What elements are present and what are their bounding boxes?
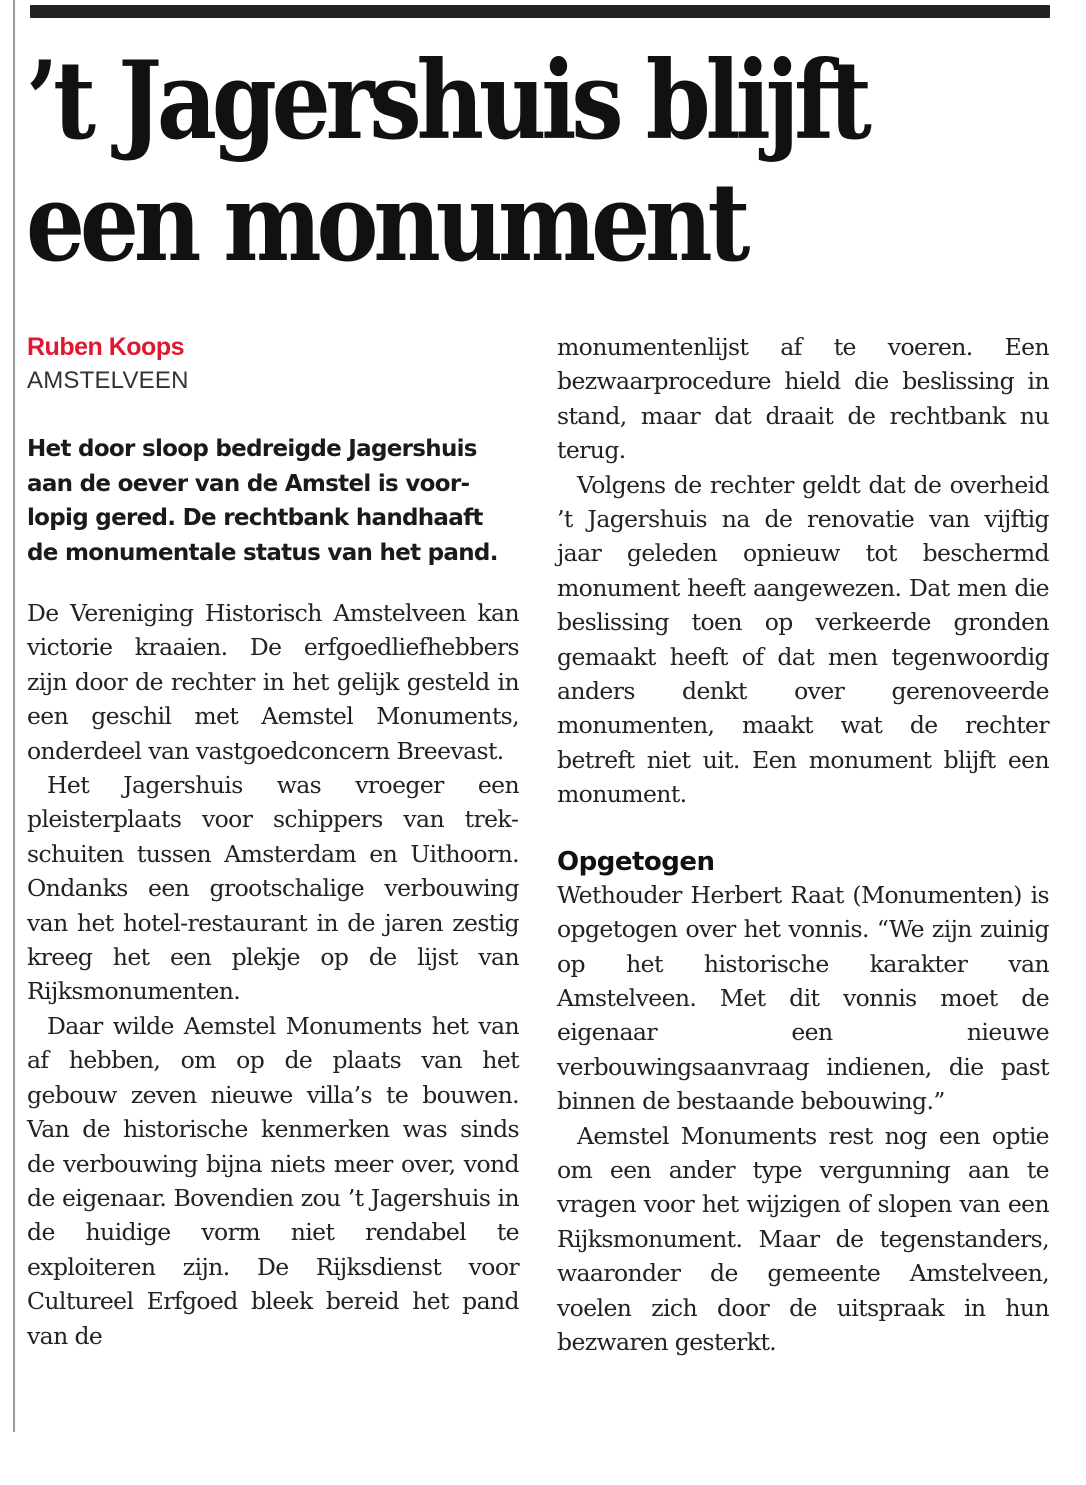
body-paragraph: monumentenlijst af te voeren. Een bezwaarprocedure hield die beslissing in stand, maar dat draait de rechtbank nu terug. <box>557 333 1049 465</box>
dateline: AMSTELVEEN <box>27 367 189 394</box>
body-paragraph: Het Jagershuis was vroeger een pleisterplaats voor schippers van trekschuiten tussen Amsterdam en Uithoorn. Ondanks een grootschalige verbouwing van het hotel-restaurant in de jaren zestig kreeg het een plekje op de lijst van Rijksmonumenten. <box>27 771 519 1006</box>
column-rule <box>13 0 15 1432</box>
right-column <box>557 330 1049 1359</box>
body-paragraph: Volgens de rechter geldt dat de overheid ’t Jagershuis na de renovatie van vijftig jaar geleden opnieuw tot beschermd monument heeft aangewezen. Dat men die beslissing toen op verkeerde gronden gemaakt heeft of dat men tegenwoordig anders denkt over gerenoveerde monumenten, maakt wat de rechter betreft niet uit. Een monument blijft een monument. <box>557 470 1049 809</box>
top-rule-bar <box>30 5 1050 18</box>
body-text-right <box>557 330 1049 1359</box>
subheading: Opgetogen <box>557 846 715 877</box>
headline: ’t Jagershuis blijft een monument <box>26 38 867 286</box>
body-paragraph: Daar wilde Aemstel Monuments het van af hebben, om op de plaats van het gebouw zeven nieuwe villa’s te bouwen. Van de historische kenmerken was sinds de verbouwing bijna niets meer over, vond de eigenaar. Bovendien zou ’t Jagershuis in de huidige vorm niet rendabel te exploiteren zijn. De Rijksdienst voor Cultureel Erfgoed bleek bereid het pand van de <box>27 1011 519 1350</box>
left-column <box>27 330 519 1353</box>
body-paragraph: Wethouder Herbert Raat (Monumenten) is opgetogen over het vonnis. “We zijn zuinig op het historische karakter van Amstelveen. Met dit vonnis moet de eigenaar een nieuwe verbouwingsaanvraag indienen, die past binnen de bestaande bebouwing.” <box>557 880 1049 1116</box>
body-paragraph: De Vereniging Historisch Amstelveen kan victorie kraaien. De erfgoedliefhebbers zijn door de rechter in het gelijk gesteld in een geschil met Aemstel Monuments, onderdeel van vastgoedconcern Breevast. <box>27 599 519 765</box>
byline-author: Ruben Koops <box>27 333 184 361</box>
body-paragraph: Aemstel Monuments rest nog een optie om een ander type vergunning aan te vragen voor het wijzigen of slopen van een Rijksmonument. Maar de tegenstanders, waaronder de gemeente Amstelveen, voelen zich door de uitspraak in hun bezwaren gesterkt. <box>557 1121 1049 1356</box>
body-text-left <box>27 596 519 1353</box>
intro-paragraph: Het door sloop bedreigde Jagershuis aan de oever van de Amstel is voorlopig gered. De rechtbank handhaaft de monumentale status van het pand. <box>27 436 498 566</box>
